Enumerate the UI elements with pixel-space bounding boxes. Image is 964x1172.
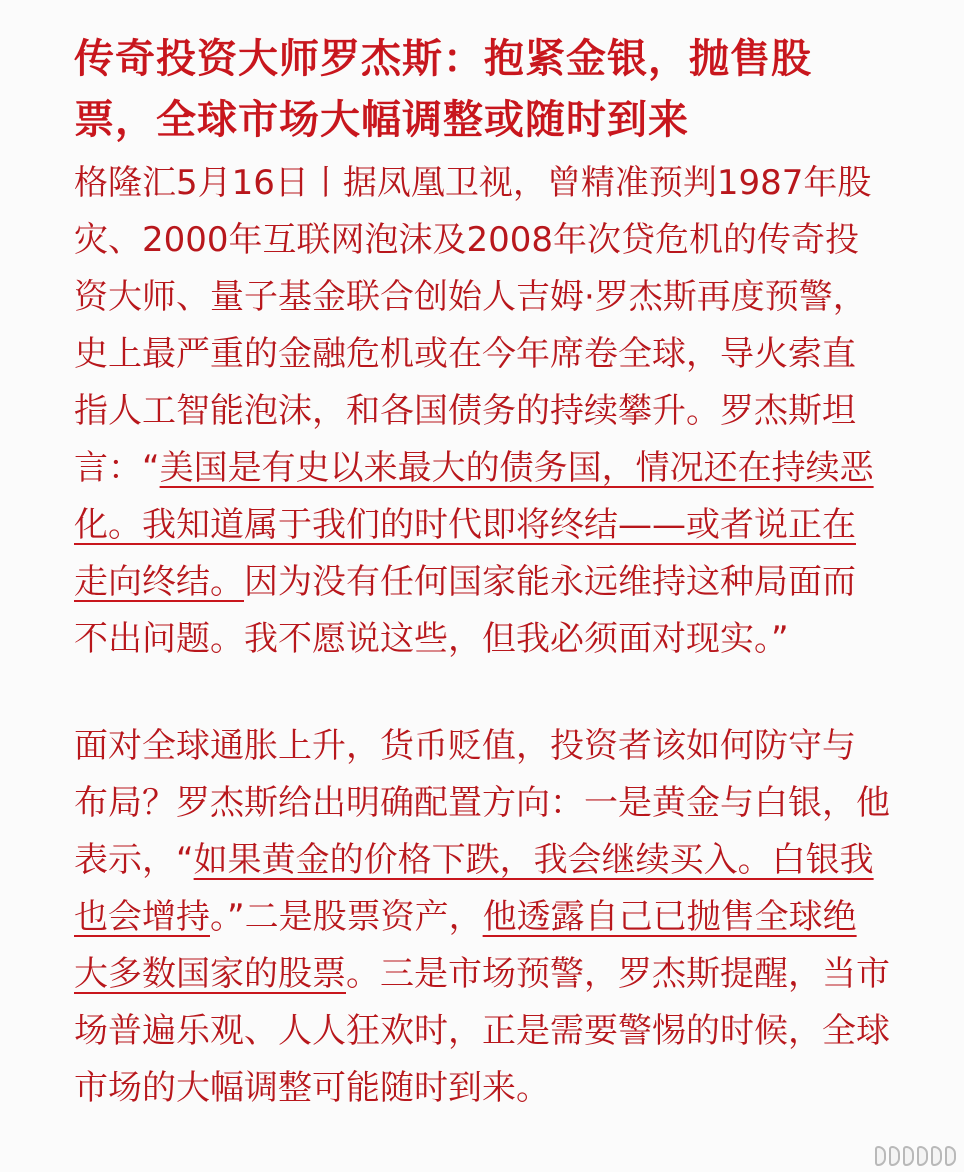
underlined-quote: 如果黄金的价格下跌，我会继续买入。白银我 <box>193 840 874 880</box>
paragraph-1 <box>74 155 924 668</box>
text-line <box>74 946 924 1003</box>
text-line <box>74 497 924 554</box>
text-line <box>74 832 924 889</box>
article <box>74 28 924 1117</box>
text: 市场的大幅调整可能随时到来。 <box>74 1068 550 1108</box>
text-line <box>74 775 924 832</box>
text: 面对全球通胀上升，货币贬值，投资者该如何防守与 <box>74 726 856 766</box>
title-line: 票，全球市场大幅调整或随时到来 <box>74 96 689 143</box>
bar-icon <box>889 1146 900 1166</box>
text-line <box>74 155 924 212</box>
text-line <box>74 269 924 326</box>
text: 布局？罗杰斯给出明确配置方向：一是黄金与白银，他 <box>74 783 890 823</box>
paragraph-2 <box>74 718 924 1117</box>
text-line <box>74 611 924 668</box>
underlined-quote: 也会增持 <box>74 897 210 937</box>
text: 场普遍乐观、人人狂欢时，正是需要警惕的时候，全球 <box>74 1011 890 1051</box>
text: 。”二是股票资产， <box>210 897 483 937</box>
weibo-more-bars-icon <box>875 1146 956 1166</box>
underlined-quote: 他透露自己已抛售全球绝 <box>482 897 857 937</box>
underlined-quote: 走向终结。 <box>74 562 244 602</box>
article-title <box>74 28 924 150</box>
text-line <box>74 889 924 946</box>
text: 格隆汇5月16日丨据凤凰卫视，曾精准预判1987年股 <box>74 163 872 203</box>
text: 不出问题。我不愿说这些，但我必须面对现实。” <box>74 619 789 659</box>
underlined-quote: 化。我知道属于我们的时代即将终结——或者说正在 <box>74 505 856 545</box>
bar-icon <box>945 1146 956 1166</box>
text-line <box>74 554 924 611</box>
text: 指人工智能泡沫，和各国债务的持续攀升。罗杰斯坦 <box>74 391 856 431</box>
text-line <box>74 718 924 775</box>
bar-icon <box>917 1146 928 1166</box>
text: 史上最严重的金融危机或在今年席卷全球，导火索直 <box>74 334 856 374</box>
text: 因为没有任何国家能永远维持这种局面而 <box>244 562 856 602</box>
text: 。三是市场预警，罗杰斯提醒，当市 <box>346 954 890 994</box>
text-line <box>74 440 924 497</box>
underlined-quote: 大多数国家的股票 <box>74 954 346 994</box>
text-line <box>74 1060 924 1117</box>
text-line <box>74 326 924 383</box>
title-line: 传奇投资大师罗杰斯：抱紧金银，抛售股 <box>74 35 812 82</box>
text: 灾、2000年互联网泡沫及2008年次贷危机的传奇投 <box>74 220 860 260</box>
text: 言：“ <box>74 448 160 488</box>
bar-icon <box>875 1146 886 1166</box>
text: 表示，“ <box>74 840 194 880</box>
bar-icon <box>903 1146 914 1166</box>
underlined-quote: 美国是有史以来最大的债务国，情况还在持续恶 <box>159 448 874 488</box>
text-line <box>74 1003 924 1060</box>
text-line <box>74 212 924 269</box>
text-line <box>74 383 924 440</box>
bar-icon <box>931 1146 942 1166</box>
text: 资大师、量子基金联合创始人吉姆·罗杰斯再度预警， <box>74 277 867 317</box>
